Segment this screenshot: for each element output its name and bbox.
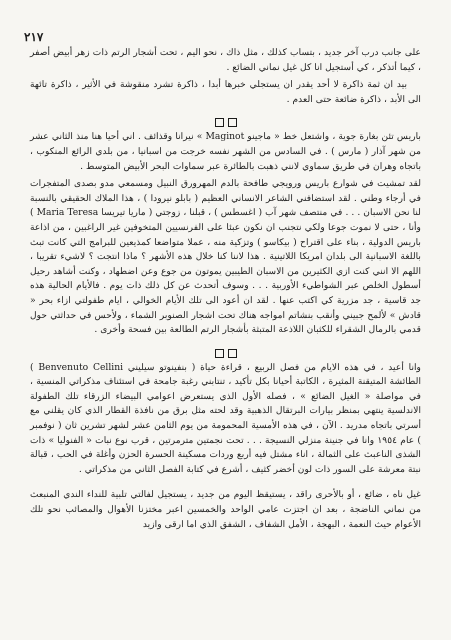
paragraph: غيل ناه ، ضائع ، أو بالأحرى راقد ، يستيقظ اليوم من جديد ، يستجيل لفالتي تلبية للنداء الندي المنبعث من نماني الناضجة ، بعد ان اجتزت عامي الواحد والخمسين اعبر مختزنا الأهوال والمصائب نحو تلك الأعوام حيث النعمة ، البهجة ، الأمل الشفاف ، الشفق الذي اما ارقى وازيد (30, 489, 421, 530)
paragraph: لقد تمشيت في شوارع باريس ورويجي طافحة بالدم المهرورق النبيل ومسمعي مدو بصدى المتفجرات في أرجاء وطني . لقد استضافني الشاعر الانساني العظيم ( بابلو نيرودا ) ، هذا الملاك الحقيقي بالنسبة لنا نحن الاسبان . . . في منتصف شهر آب ( اغسطس ) ، قبلنا ، زوجتي ( ماريا تيريسا Maria Teresa ) وأنا ، حتى لا نموت جوعا ولكي نتجنب ان نكون عبئا على الفرنسيين المتخوفين غير الراغبين ، من اذاعة باريس الدولية ، بناء على اقتراح ( بيكاسو ) وتزكية منه ، عملا متواضعا كمذيعين للبرامج التي كانت تبث باللغة الاسبانية الى بلدان امريكا اللاتينية . هذا لاننا كنا خلال هذه الأشهر ؟ ماذا انتجت ؟ لاشيء تقريبا ، اللهم الا انني كنت ازي الكثيرين من الاسبان الطيبين يموتون من جوع وعن اضطهاد ، وكنت أشاهد رحيل أسطول الخلص عبر الشواطيء الأوربية . . . وسوف أتحدث عن كل ذلك ذات يوم . فالأيام الحالية هذه جد قاسية ، جد مزرية كي اكتب عنها . لقد ان أعود الى تلك الأيام الخوالي ، ايام طفولتي ازاء بحر « قادش » لألمح جبيني وأنقب بنشاتم امواجه هناك تحت اشجار الصنوبر الشماء ، ولأحس في حداثتي حول قدمي بالرمال الشقراء للكثبان اللاذعة المتبثة بأشجار الرتم الطالعة بين فسحة وأخرى . (30, 178, 421, 336)
page-body (30, 46, 421, 532)
paragraph: وانا أعيد ، في هذه الايام من فصل الربيع ، قراءة حياة ( بنفينوتو سيليني Benvenuto Cellini ) الطائشة المتيقنة المثيرة ، الكاتبة أحيانا بكل تأكيد ، تنتابني رغبة جامحة في استئناف مذكراتي المنسية ، في مواصلة « الغيل الضائع » ، فصله الأول الذي يستعرض اعوامي البيضاء الزرقاء تلك الطفولة الاندلسية ينتهي بمنظر بيارات البرتقال الذهبية وقد لحته مثل برق من نافذة القطار الذي كان يقلني مع أسرتي باتجاه مدريد . الآن ، في هذه الأمسية المحمومة من يوم الثامن عشر لشهر تشرين ثان ( نوفمبر ) عام ١٩٥٤ وانا في جنينة منزلي النسيجة . . . تحت نجمتين مترمرتين ، قرب نوع نبات « الفنوليا » ذات الشذى الناعبث على الثمالة ، اناء مشتل فيه أربع وردات مسكينة الحسرة الحزن وأغلة في الحب ، قبالة نبتة معرشة على السور ذات لون أخضر كثيف ، أشرع في كتابة الفصل الثاني من مذكراتي . (30, 361, 421, 475)
page-number: ٢١٧ (24, 30, 44, 44)
square-ornament-icon (215, 118, 224, 127)
square-ornament-icon (228, 349, 237, 358)
square-ornament-icon (215, 349, 224, 358)
section-separator (30, 343, 421, 355)
paragraph-gap (30, 480, 421, 488)
paragraph: على جانب درب آخر جديد ، بتساب كذلك ، مثل ذاك ، نحو اليم ، تحت أشجار الرتم ذات زهر أبيض أصفر ، كيما أتذكر ، كي أستجيل انا كل غيل نماني الضائع . (30, 47, 421, 73)
square-ornament-icon (228, 118, 237, 127)
paragraph: بيد ان ثمة ذاكرة لا أحد يقدر ان يستجلي خبرها أبدا ، ذاكرة تشرد منقوشة في الأثير ، ذاكرة تائهة الى الأبد ، ذاكرة ضائعة حتى العدم . (30, 79, 421, 105)
section-separator (30, 112, 421, 124)
paragraph: باريس تئن بغارة جوية ، واشتعل خط « ماجينو Maginot » نيرانا وقذائف . اني أحيا هنا منذ الثاني عشر من شهر آذار ( مارس ) . في السادس من الشهر نفسه خرجت من اسبانيا ، من بلدي الرائع المنكوب ، باتجاه وهران في طريق سماوي لانني ذهبت بالطائرة عبر سماوات البحر الأبيض المتوسط . (30, 131, 421, 172)
